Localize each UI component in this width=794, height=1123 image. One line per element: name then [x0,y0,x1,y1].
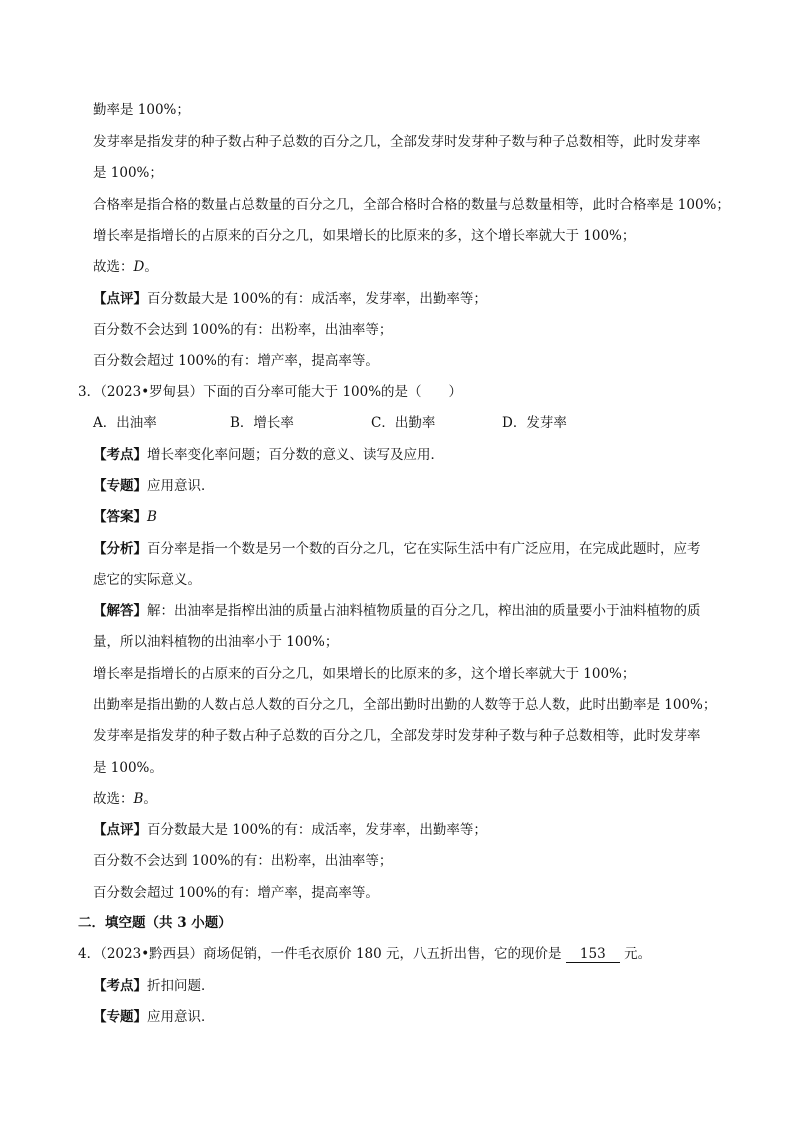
zhuanti-tag: 【专题】 [93,478,147,494]
option-b: B．增长率 [230,415,294,431]
text-line: 是 100%。 [93,760,163,776]
text-line: 百分数不会达到 100%的有：出粉率，出油率等； [93,322,393,338]
solution-line [93,602,701,620]
choice-prefix: 故选： [93,259,134,275]
text-line: 增长率是指增长的占原来的百分之几，如果增长的比原来的多，这个增长率就大于 100%； [93,228,636,244]
text-line: 是 100%； [93,165,163,181]
kaodian-tag: 【考点】 [93,978,147,994]
comment-tag: 【点评】 [93,822,147,838]
stem-text: 元。 [619,946,652,962]
kaodian-line [93,977,215,995]
zhuanti-text: 应用意识． [147,478,215,494]
comment-text: 百分数最大是 100%的有：成活率，发芽率，出勤率等； [147,291,487,307]
answer-blank: 153 [566,947,620,963]
zhuanti-tag: 【专题】 [93,1009,147,1025]
choice-prefix: 故选： [93,791,134,807]
kaodian-tag: 【考点】 [93,447,147,463]
answer-line [93,508,157,526]
comment-tag: 【点评】 [93,291,147,307]
comment-text: 百分数最大是 100%的有：成活率，发芽率，出勤率等； [147,822,487,838]
text-line: 增长率是指增长的占原来的百分之几，如果增长的比原来的多，这个增长率就大于 100%； [93,666,636,682]
solution-tag: 【解答】 [93,603,147,619]
analysis-tag: 【分析】 [93,541,147,557]
kaodian-line [93,446,444,464]
choice-suffix: 。 [143,791,157,807]
question-4-stem [78,945,651,963]
text-line: 百分数会超过 100%的有：增产率，提高率等。 [93,353,379,369]
text-line: 合格率是指合格的数量占总数量的百分之几，全部合格时合格的数量与总数量相等，此时合格率是 100%； [93,197,730,213]
text-line: 百分数不会达到 100%的有：出粉率，出油率等； [93,853,393,869]
text-line: 出勤率是指出勤的人数占总人数的百分之几，全部出勤时出勤的人数等于总人数，此时出勤率是 100%； [93,697,717,713]
option-d: D．发芽率 [502,415,567,431]
text-line: 勤率是 100%； [93,102,190,118]
text-line: 发芽率是指发芽的种子数占种子总数的百分之几，全部发芽时发芽种子数与种子总数相等，此时发芽率 [93,728,701,744]
analysis-text: 百分率是指一个数是另一个数的百分之几，它在实际生活中有广泛应用，在完成此题时，应考 [147,541,701,557]
answer-text: B [147,509,157,525]
comment-line [93,290,487,308]
option-c: C．出勤率 [371,415,436,431]
text-line: 百分数会超过 100%的有：增产率，提高率等。 [93,885,379,901]
choice-line [93,258,158,276]
text-line: 量，所以油料植物的出油率小于 100%； [93,634,339,650]
choice-line [93,790,157,808]
choice-suffix: 。 [144,259,158,275]
question-3-stem: 3．（2023•罗甸县）下面的百分率可能大于 100%的是（ ） [78,384,463,400]
kaodian-text: 折扣问题． [147,978,215,994]
choice-answer: B [133,791,144,807]
zhuanti-text: 应用意识． [147,1009,215,1025]
solution-text: 解：出油率是指榨出油的质量占油料植物质量的百分之几，榨出油的质量要小于油料植物的质 [147,603,701,619]
section-heading: 二．填空题（共 3 小题） [78,915,232,931]
zhuanti-line [93,477,215,495]
zhuanti-line [93,1008,215,1026]
analysis-line [93,540,701,558]
text-line: 发芽率是指发芽的种子数占种子总数的百分之几，全部发芽时发芽种子数与种子总数相等，此时发芽率 [93,134,701,150]
option-a: A．出油率 [93,415,157,431]
question-3-options [93,414,567,432]
kaodian-text: 增长率变化率问题；百分数的意义、读写及应用． [147,447,444,463]
comment-line [93,821,487,839]
answer-tag: 【答案】 [93,509,147,525]
text-line: 虑它的实际意义。 [93,572,201,588]
choice-answer: D [133,259,145,275]
stem-text: 4．（2023•黔西县）商场促销，一件毛衣原价 180 元，八五折出售，它的现价是 [78,946,566,962]
